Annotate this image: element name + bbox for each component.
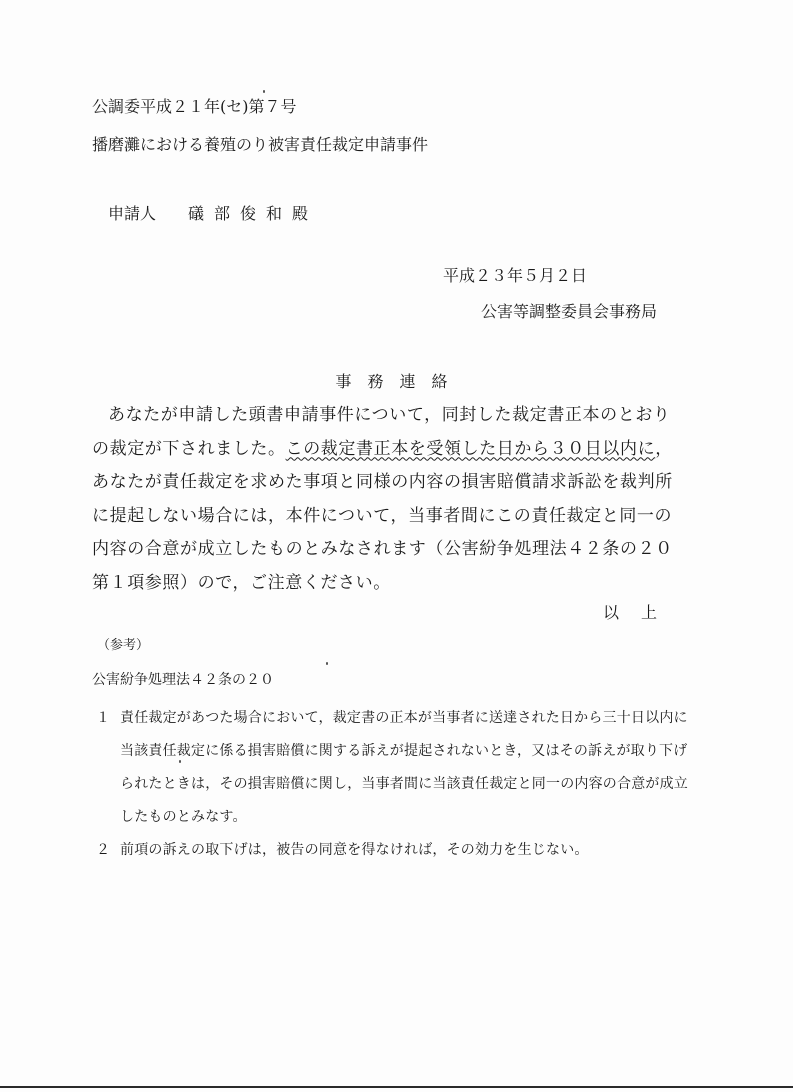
sender-organization: 公害等調整委員会事務局 [481, 302, 658, 321]
law-clause [92, 834, 692, 867]
clause-number: １ [96, 710, 111, 726]
notice-body [92, 399, 682, 600]
law-title: 公害紛争処理法４２条の２０ [92, 672, 274, 688]
case-title: 播磨灘における養殖のり被害責任裁定申請事件 [92, 135, 429, 154]
notice-text-after: ，あなたが責任裁定を求めた事項と同様の内容の損害賠償請求訴訟を裁判所に提起しない場合には，本件について，当事者間にこの責任裁定と同一の内容の合意が成立したものとみなされます（公害紛争処理法４２条の２０第１項参照）ので，ご注意ください。 [92, 438, 673, 593]
notice-text-before: あなたが申請した頭書申請事件について，同封した裁定書正本のとおりの裁定が下されました。 [92, 405, 671, 459]
clause-number: ２ [96, 842, 111, 858]
case-number: 公調委平成２１年(セ)第７号 [92, 97, 297, 116]
clause-text: 前項の訴えの取下げは，被告の同意を得なければ，その効力を生じない。 [120, 842, 589, 858]
scan-speck [326, 662, 328, 665]
addressee-name: 礒部俊和殿 [188, 204, 319, 223]
reference-label: （参考） [97, 638, 150, 653]
deadline-emphasis: この裁定書正本を受領した日から３０日以内に [285, 438, 656, 459]
scan-speck [263, 90, 265, 93]
law-clause [92, 702, 692, 834]
notice-heading: 事務連絡 [335, 372, 464, 391]
clause-text: 責任裁定があつた場合において，裁定書の正本が当事者に送達された日から三十日以内に当該責任裁定に係る損害賠償に関する訴えが提起されないとき，又はその訴えが取り下げられたときは，その損害賠償に関し，当事者間に当該責任裁定と同一の内容の合意が成立したものとみなす。 [120, 710, 688, 825]
issue-date: 平成２３年５月２日 [443, 266, 588, 285]
addressee-label: 申請人 [108, 204, 157, 223]
closing-mark: 以上 [602, 603, 679, 622]
scan-edge-line [0, 1086, 793, 1088]
scan-speck [179, 760, 181, 763]
